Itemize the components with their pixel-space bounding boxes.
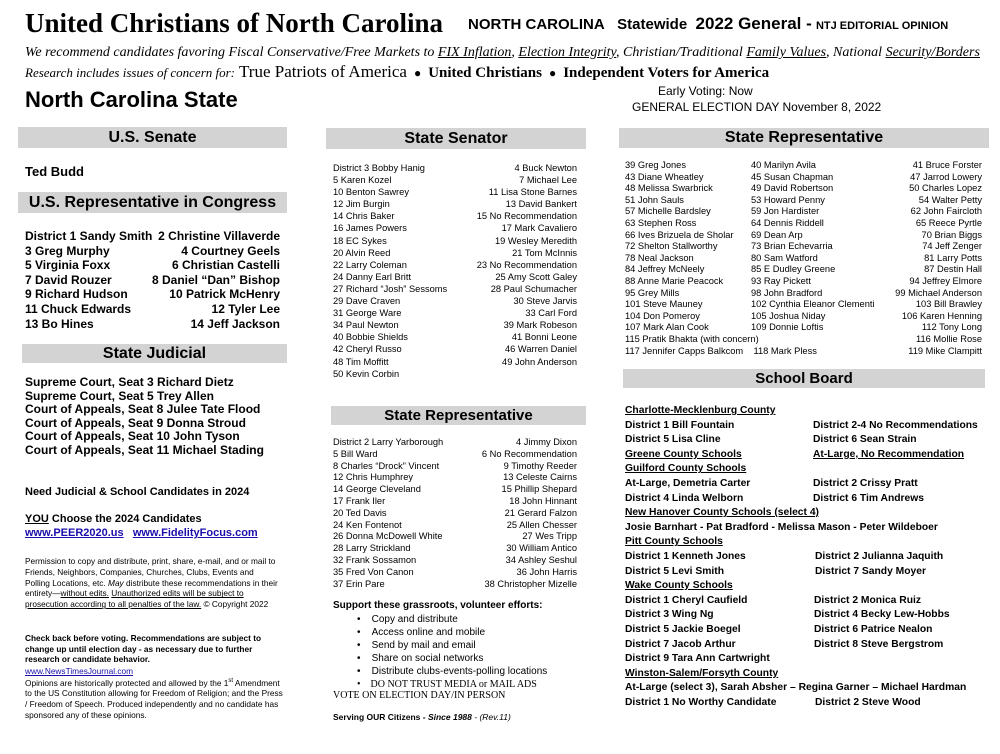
list-item: 35 Fred Von Canon 36 John Harris — [333, 566, 577, 577]
security-borders: Security/Borders — [885, 45, 980, 60]
ntj-label: NTJ EDITORIAL OPINION — [815, 20, 949, 32]
you-label: YOU — [25, 513, 49, 525]
list-item: At-Large, Demetria Carter District 2 Crissy Pratt — [625, 477, 918, 489]
election-day: GENERAL ELECTION DAY November 8, 2022 — [632, 100, 882, 114]
list-item: • Share on social networks — [357, 652, 484, 664]
links-line — [25, 527, 258, 539]
serving-line: Serving OUR Citizens - Since 1988 - (Rev.11) — [333, 712, 511, 722]
list-item: District 3 Bobby Hanig 4 Buck Newton — [333, 163, 577, 173]
list-item: 22 Larry Coleman 23 No Recommendation — [333, 259, 577, 270]
list-item: 66 Ives Brizuela de Sholar 69 Dean Arp 70 Brian Biggs — [625, 229, 982, 240]
list-item: District 1 Kenneth Jones District 2 Julianna Jaquith — [625, 550, 944, 562]
list-item: 78 Neal Jackson 80 Sam Watford 81 Larry Potts — [625, 252, 982, 263]
list-item: 48 Tim Moffitt 49 John Anderson — [333, 356, 577, 367]
list-item: 28 Larry Strickland 30 William Antico — [333, 543, 577, 554]
state-rep-heading: State Representative — [619, 128, 989, 148]
state-rep-list-2 — [333, 437, 577, 590]
list-item: 32 Frank Sossamon 34 Ashley Seshul — [333, 554, 577, 565]
list-item: District 5 Jackie Boegel District 6 Patrice Nealon — [625, 623, 933, 635]
county-heading: Guilford County Schools — [625, 463, 747, 475]
news-link-wrap — [25, 666, 133, 677]
list-item: 17 Frank Iler 18 John Hinnant — [333, 495, 577, 506]
united-christians: United Christians — [428, 65, 542, 81]
list-item: District 5 Levi Smith District 7 Sandy Moyer — [625, 565, 927, 577]
list-item: 10 Benton Sawrey 11 Lisa Stone Barnes — [333, 187, 577, 198]
school-board-heading: School Board — [623, 369, 985, 388]
list-item: 43 Diane Wheatley 45 Susan Chapman 47 Jarrod Lowery — [625, 171, 982, 182]
list-item: District 1 No Worthy Candidate District 2 Steve Wood — [625, 696, 921, 708]
list-item: 48 Melissa Swarbrick 49 David Robertson 50 Charles Lopez — [625, 183, 982, 194]
list-item: 9 Richard Hudson 10 Patrick McHenry — [25, 287, 280, 302]
vote-line: VOTE ON ELECTION DAY/IN PERSON — [333, 690, 506, 701]
list-item: District 7 Jacob Arthur District 8 Steve Bergstrom — [625, 638, 944, 650]
choose-line — [25, 513, 202, 525]
news-link[interactable]: www.NewsTimesJournal.com — [25, 666, 134, 676]
page-title: North Carolina State — [25, 87, 238, 112]
list-item: 117 Jennifer Capps Balkcom 118 Mark Pless 119 Mike Clampitt — [625, 345, 982, 356]
list-item: District 1 Cheryl Caufield District 2 Monica Ruiz — [625, 594, 921, 606]
list-item: 88 Anne Marie Peacock 93 Ray Pickett 94 Jeffrey Elmore — [625, 275, 982, 286]
list-item: 42 Cheryl Russo 46 Warren Daniel — [333, 344, 577, 355]
recommend-line: We recommend candidates favoring Fiscal Conservative/Free Markets to FIX Inflation, Election Integrity, Christian/Traditional Family Values, National Security/Borders — [25, 45, 980, 60]
fix-inflation: FIX Inflation — [437, 45, 512, 60]
election-header — [468, 14, 948, 34]
list-item: • DO NOT TRUST MEDIA or MAIL ADS — [357, 678, 537, 690]
list-item: Josie Barnhart - Pat Bradford - Melissa Mason - Peter Wildeboer — [625, 521, 938, 533]
list-item: 5 Bill Ward 6 No Recommendation — [333, 448, 577, 459]
list-item: 84 Jeffrey McNeely 85 E Dudley Greene 87 Destin Hall — [625, 264, 982, 275]
recommend-prefix: We recommend candidates favoring Fiscal Conservative/Free Markets to — [25, 45, 435, 60]
list-item: 31 George Ware 33 Carl Ford — [333, 308, 577, 319]
list-item: District 1 Bill Fountain District 2-4 No Recommendations — [625, 419, 978, 431]
list-item: 72 Shelton Stallworthy 73 Brian Echevarria 74 Jeff Zenger — [625, 241, 982, 252]
support-heading: Support these grassroots, volunteer efforts: — [333, 600, 543, 611]
list-item: 5 Virginia Foxx 6 Christian Castelli — [25, 258, 280, 273]
family-values: Family Values — [746, 45, 827, 60]
list-item: 12 Chris Humphrey 13 Celeste Cairns — [333, 472, 577, 483]
county-heading: Winston-Salem/Forsyth County — [625, 667, 779, 679]
list-item: 37 Erin Pare 38 Christopher Mizelle — [333, 578, 577, 589]
list-item: Greene County Schools At-Large, No Recommendation — [625, 448, 965, 460]
list-item: 24 Danny Earl Britt 25 Amy Scott Galey — [333, 271, 577, 282]
list-item: 57 Michelle Bardsley 59 Jon Hardister 62 John Faircloth — [625, 206, 982, 217]
list-item: 13 Bo Hines 14 Jeff Jackson — [25, 316, 280, 331]
list-item: 11 Chuck Edwards 12 Tyler Lee — [25, 301, 280, 316]
list-item: 40 Bobbie Shields 41 Bonni Leone — [333, 332, 577, 343]
congress-heading: U.S. Representative in Congress — [18, 192, 287, 213]
list-item: District 3 Wing Ng District 4 Becky Lew-Hobbs — [625, 609, 950, 621]
fidelity-link[interactable]: www.FidelityFocus.com — [132, 527, 258, 539]
list-item: 18 EC Sykes 19 Wesley Meredith — [333, 235, 577, 246]
list-item: 5 Karen Kozel 7 Michael Lee — [333, 175, 577, 186]
list-item: 39 Greg Jones 40 Marilyn Avila 41 Bruce Forster — [625, 160, 982, 170]
list-item: District 9 Tara Ann Cartwright — [625, 653, 770, 665]
list-item: 34 Paul Newton 39 Mark Robeson — [333, 320, 577, 331]
list-item: 20 Ted Davis 21 Gerard Falzon — [333, 507, 577, 518]
support-list — [357, 614, 547, 691]
org-title: United Christians of North Carolina — [25, 8, 444, 38]
list-item: 104 Don Pomeroy 105 Joshua Niday 106 Karen Henning — [625, 310, 982, 321]
list-item: 7 David Rouzer 8 Daniel “Dan” Bishop — [25, 272, 280, 287]
list-item: 14 George Cleveland 15 Phillip Shepard — [333, 484, 577, 495]
list-item: 50 Kevin Corbin — [333, 368, 400, 379]
general-label: 2022 General - — [695, 14, 812, 33]
senator-list — [333, 162, 577, 380]
list-item: District 1 Sandy Smith 2 Christine Villaverde — [25, 229, 280, 243]
list-item: Court of Appeals, Seat 11 Michael Stading — [25, 442, 264, 457]
state-rep-list — [625, 160, 982, 357]
congress-list — [25, 229, 280, 331]
national-label: National — [833, 45, 883, 60]
peer-link[interactable]: www.PEER2020.us — [25, 527, 124, 539]
county-heading: New Hanover County Schools (select 4) — [625, 507, 819, 519]
statewide-label: Statewide — [617, 16, 688, 33]
election-integrity: Election Integrity — [518, 45, 616, 60]
need-candidates: Need Judicial & School Candidates in 2024 — [25, 486, 250, 498]
list-item: 27 Richard “Josh” Sessoms 28 Paul Schumacher — [333, 283, 577, 294]
list-item: At-Large (select 3), Sarah Absher – Regina Garner – Michael Hardman — [625, 682, 967, 694]
list-item: 115 Pratik Bhakta (with concern) 116 Mollie Rose — [625, 333, 982, 344]
county-heading: Pitt County Schools — [625, 536, 723, 548]
independent-voters: Independent Voters for America — [563, 65, 770, 81]
list-item: 24 Ken Fontenot 25 Allen Chesser — [333, 519, 577, 530]
list-item: District 5 Lisa Cline District 6 Sean Strain — [625, 434, 917, 446]
list-item: 51 John Sauls 53 Howard Penny 54 Walter Petty — [625, 194, 982, 205]
list-item: 26 Donna McDowell White 27 Wes Tripp — [333, 531, 577, 542]
list-item: • Send by mail and email — [357, 639, 476, 651]
list-item: 14 Chris Baker 15 No Recommendation — [333, 211, 577, 222]
school-board-list — [625, 404, 990, 710]
senate-heading: U.S. Senate — [18, 127, 287, 148]
list-item: Supreme Court, Seat 5 Trey Allen — [25, 388, 214, 403]
list-item: 12 Jim Burgin 13 David Bankert — [333, 199, 577, 210]
list-item: 29 Dave Craven 30 Steve Jarvis — [333, 296, 577, 307]
county-heading: Wake County Schools — [625, 580, 733, 592]
research-line: Research includes issues of concern for: True Patriots of America ● United Christians ● Independent Voters for America — [25, 62, 770, 81]
state-rep-heading-2: State Representative — [331, 406, 586, 425]
senate-candidate: Ted Budd — [25, 164, 84, 179]
list-item: Court of Appeals, Seat 10 John Tyson — [25, 429, 240, 444]
list-item: Court of Appeals, Seat 8 Julee Tate Flood — [25, 402, 261, 417]
list-item: • Distribute clubs-events-polling locations — [357, 665, 548, 677]
list-item: • Access online and mobile — [357, 626, 486, 638]
list-item: • Copy and distribute — [357, 614, 458, 625]
list-item: Court of Appeals, Seat 9 Donna Stroud — [25, 415, 246, 430]
state-label: NORTH CAROLINA — [468, 16, 605, 33]
list-item: 8 Charles “Drock” Vincent 9 Timothy Reeder — [333, 460, 577, 471]
list-item: 95 Grey Mills 98 John Bradford 99 Michael Anderson — [625, 287, 982, 298]
judicial-list — [25, 376, 264, 458]
list-item: 16 James Powers 17 Mark Cavaliero — [333, 223, 577, 234]
opinions-text: Opinions are historically protected and allowed by the 1st Amendment to the US Constitution allowing for Freedom of Religion; and the Press / Freedom of Speech. Produced independently and no candidate has sponsored any of these opinions. — [25, 677, 283, 720]
judicial-heading: State Judicial — [22, 344, 287, 363]
early-voting: Early Voting: Now — [658, 84, 753, 98]
permission-text: Permission to copy and distribute, print, share, e-mail, and or mail to Friends, Neighbors, Companies, Churches, Clubs, Events and Polling Locations, etc. May distribute these recommendations in their entirety—without edits. Unauthorized edits will be subject to prosecution according to all penalties of the law. © Copyright 2022 — [25, 556, 278, 610]
list-item: 3 Greg Murphy 4 Courtney Geels — [25, 243, 280, 258]
state-senator-heading: State Senator — [326, 128, 586, 149]
choose-label: Choose the 2024 Candidates — [48, 513, 202, 525]
research-prefix: Research includes issues of concern for: — [25, 65, 235, 80]
list-item: District 4 Linda Welborn District 6 Tim Andrews — [625, 492, 925, 504]
list-item: District 2 Larry Yarborough 4 Jimmy Dixon — [333, 437, 577, 447]
true-patriots: True Patriots of America — [239, 62, 407, 81]
county-heading: Charlotte-Mecklenburg County — [625, 405, 776, 416]
list-item: 107 Mark Alan Cook 109 Donnie Loftis 112 Tony Long — [625, 322, 982, 333]
check-back-text: Check back before voting. Recommendations are subject to change up until election day - as necessary due to further research or candidate behavior. — [25, 633, 262, 665]
list-item: 20 Alvin Reed 21 Tom McInnis — [333, 247, 577, 258]
list-item: 101 Steve Mauney 102 Cynthia Eleanor Clementi 103 Bill Brawley — [625, 299, 982, 310]
list-item: Supreme Court, Seat 3 Richard Dietz — [25, 375, 234, 389]
list-item: 63 Stephen Ross 64 Dennis Riddell 65 Reece Pyrtle — [625, 217, 982, 228]
christian-prefix: Christian/Traditional — [623, 45, 743, 60]
